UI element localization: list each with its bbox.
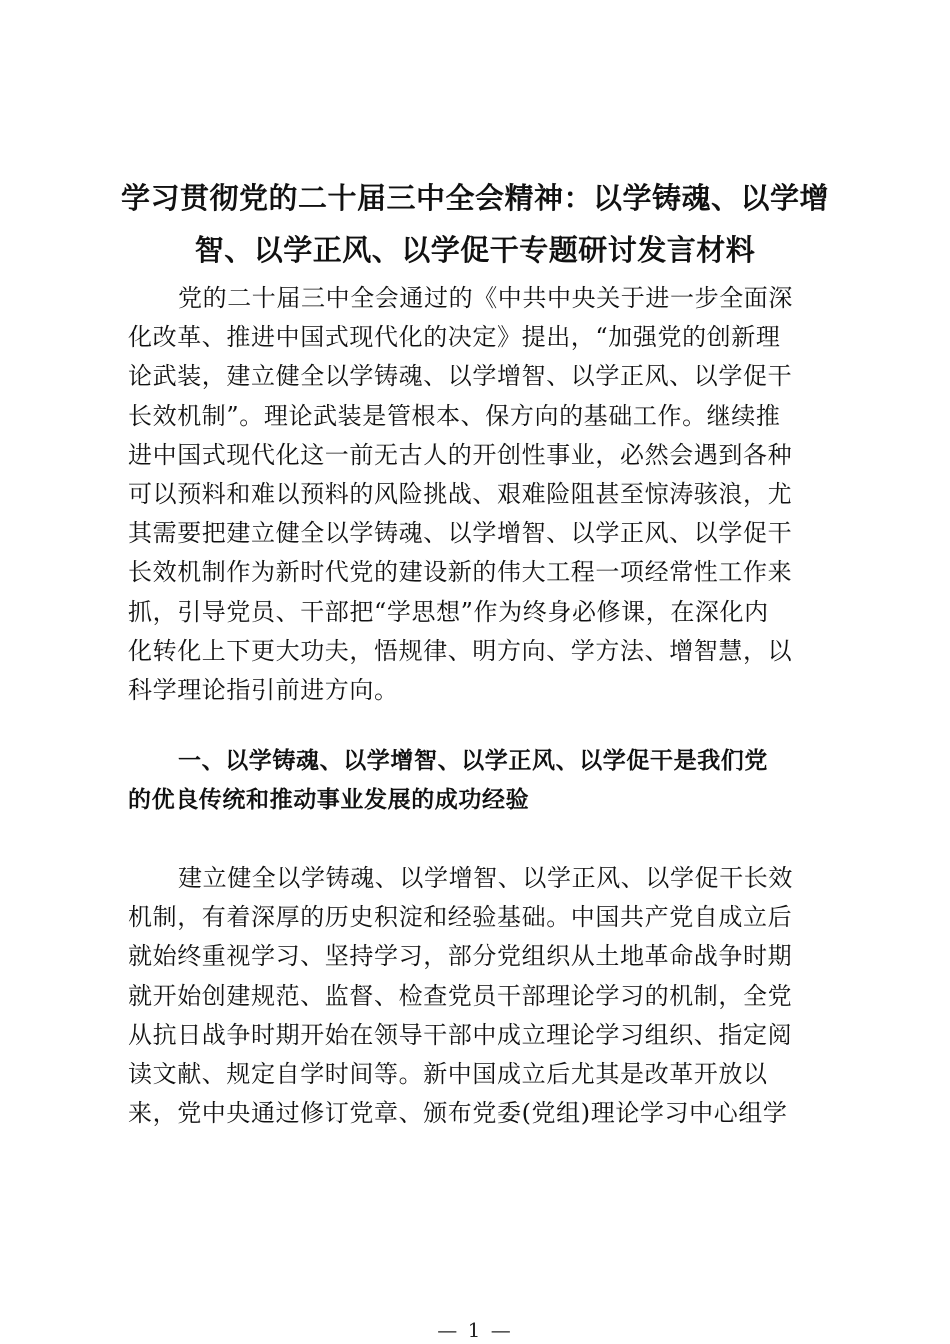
paragraph-line: 可以预料和难以预料的风险挑战、艰难险阻甚至惊涛骇浪，尤 <box>128 480 793 509</box>
page-number: — 1 — <box>437 1318 513 1342</box>
paragraph-intro <box>128 279 820 710</box>
document-title <box>120 172 830 276</box>
paragraph-line: 党的二十届三中全会通过的《中共中央关于进一步全面深 <box>178 284 793 312</box>
paragraph-line: 就始终重视学习、坚持学习，部分党组织从土地革命战争时期 <box>128 942 793 971</box>
paragraph-section-1 <box>128 859 820 1133</box>
paragraph-line: 化改革、推进中国式现代化的决定》提出，“加强党的创新理 <box>128 323 781 352</box>
title-line: 学习贯彻党的二十届三中全会精神：以学铸魂、以学增 <box>120 181 829 215</box>
heading-line: 的优良传统和推动事业发展的成功经验 <box>128 787 530 814</box>
heading-line: 一、以学铸魂、以学增智、以学正风、以学促干是我们党 <box>178 748 768 774</box>
paragraph-line: 进中国式现代化这一前无古人的开创性事业，必然会遇到各种 <box>128 440 793 469</box>
paragraph-line: 长效机制”。理论武装是管根本、保方向的基础工作。继续推 <box>128 401 781 430</box>
paragraph-line: 就开始创建规范、监督、检查党员干部理论学习的机制，全党 <box>128 981 793 1010</box>
section-heading-1 <box>128 742 820 820</box>
paragraph-line: 抓，引导党员、干部把“学思想”作为终身必修课，在深化内 <box>128 597 769 626</box>
title-line: 智、以学正风、以学促干专题研讨发言材料 <box>194 233 756 267</box>
paragraph-line: 机制，有着深厚的历史积淀和经验基础。中国共产党自成立后 <box>128 903 793 932</box>
paragraph-line: 论武装，建立健全以学铸魂、以学增智、以学正风、以学促干 <box>128 362 793 391</box>
paragraph-line: 来，党中央通过修订党章、颁布党委(党组)理论学习中心组学 <box>128 1099 788 1128</box>
paragraph-line: 科学理论指引前进方向。 <box>128 676 399 705</box>
paragraph-line: 其需要把建立健全以学铸魂、以学增智、以学正风、以学促干 <box>128 519 793 548</box>
paragraph-line: 长效机制作为新时代党的建设新的伟大工程一项经常性工作来 <box>128 558 793 587</box>
paragraph-line: 建立健全以学铸魂、以学增智、以学正风、以学促干长效 <box>178 864 793 892</box>
paragraph-line: 读文献、规定自学时间等。新中国成立后尤其是改革开放以 <box>128 1060 768 1089</box>
paragraph-line: 化转化上下更大功夫，悟规律、明方向、学方法、增智慧，以 <box>128 636 793 665</box>
paragraph-line: 从抗日战争时期开始在领导干部中成立理论学习组织、指定阅 <box>128 1020 793 1049</box>
